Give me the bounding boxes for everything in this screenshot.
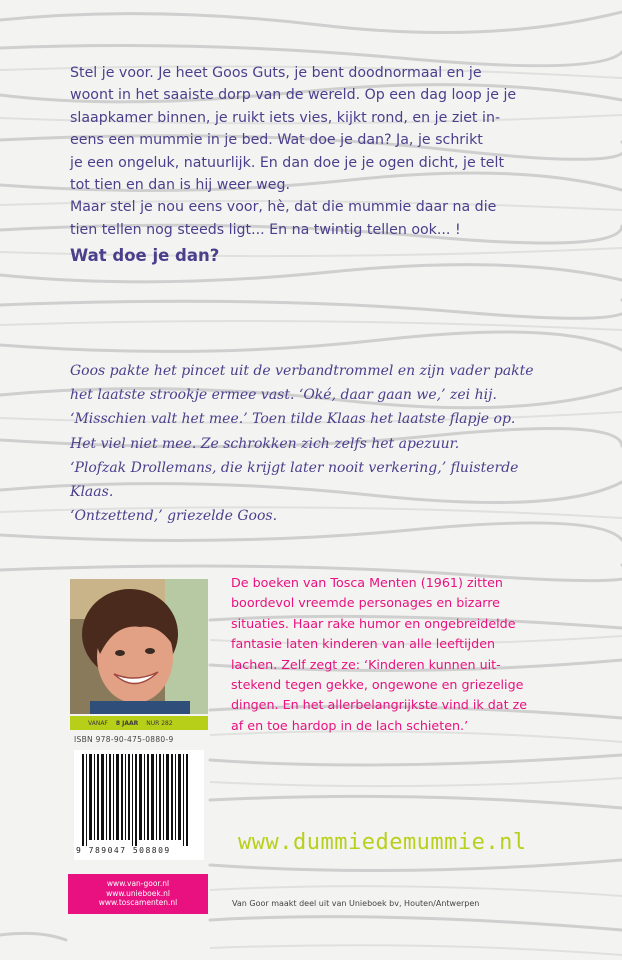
- age-indicator: [70, 716, 208, 730]
- isbn-number: ISBN 978-90-475-0880-9: [74, 735, 174, 744]
- website-link[interactable]: www.unieboek.nl: [106, 888, 170, 898]
- barcode: [74, 750, 204, 860]
- bio-line: boordevol vreemde personages en bizarre: [231, 595, 500, 611]
- blurb-line: slaapkamer binnen, je ruikt iets vies, kijkt rond, en je ziet in-: [70, 109, 501, 126]
- excerpt-line: het laatste strookje ermee vast. ‘Oké, daar gaan we,’ zei hij.: [70, 387, 497, 404]
- age-label-vanaf: VANAF: [88, 719, 108, 727]
- blurb-line: eens een mummie in je bed. Wat doe je dan? Ja, je schrikt: [70, 132, 483, 149]
- book-website-url[interactable]: www.dummiedemummie.nl: [238, 830, 527, 855]
- author-bio: [231, 573, 591, 736]
- blurb-line: tien tellen nog steeds ligt... En na twintig tellen ook... !: [70, 221, 461, 238]
- bio-line: situaties. Haar rake humor en ongebreidelde: [231, 615, 516, 631]
- blurb-line: Maar stel je nou eens voor, hè, dat die mummie daar na die: [70, 199, 497, 216]
- blurb-line: je een ongeluk, natuurlijk. En dan doe je je ogen dicht, je telt: [70, 154, 505, 171]
- excerpt-line: ‘Misschien valt het mee.’ Toen tilde Klaas het laatste flapje op.: [70, 411, 516, 428]
- author-photo: [70, 579, 208, 714]
- blurb-line: woont in het saaiste dorp van de wereld. Op een dag loop je je: [70, 87, 517, 104]
- blurb-line: tot tien en dan is hij weer weg.: [70, 177, 290, 194]
- book-excerpt: [70, 359, 590, 528]
- publisher-footer: Van Goor maakt deel uit van Unieboek bv, Houten/Antwerpen: [232, 899, 480, 908]
- excerpt-line: ‘Plofzak Drollemans, die krijgt later nooit verkering,’ fluisterde: [70, 459, 519, 476]
- website-link[interactable]: www.van-goor.nl: [106, 879, 170, 888]
- nur-code: NUR 282: [146, 719, 173, 727]
- age-value: 8 JAAR: [115, 719, 139, 727]
- excerpt-line: Klaas.: [70, 484, 114, 501]
- bio-line: af en toe hardop in de lach schieten.’: [231, 717, 469, 733]
- bio-line: stekend tegen gekke, ongewone en griezelige: [231, 677, 524, 693]
- excerpt-line: ‘Ontzettend,’ griezelde Goos.: [70, 508, 278, 525]
- excerpt-line: Het viel niet mee. Ze schrokken zich zelfs het apezuur.: [70, 435, 460, 452]
- barcode-digits: 9 789047 508809: [76, 846, 171, 855]
- blurb-line: Stel je voor. Je heet Goos Guts, je bent doodnormaal en je: [70, 65, 482, 81]
- website-link[interactable]: www.toscamenten.nl: [98, 898, 178, 907]
- bio-line: fantasie laten kinderen van alle leeftijden: [231, 636, 496, 652]
- bio-line: De boeken van Tosca Menten (1961) zitten: [231, 575, 503, 590]
- bio-line: lachen. Zelf zegt ze: ‘Kinderen kunnen uit-: [231, 656, 501, 672]
- excerpt-line: Goos pakte het pincet uit de verbandtrommel en zijn vader pakte: [70, 363, 534, 379]
- bio-line: dingen. En het allerbelangrijkste vind ik dat ze: [231, 697, 528, 713]
- publisher-websites: [68, 874, 208, 914]
- back-cover-blurb: [70, 62, 580, 268]
- blurb-hook: Wat doe je dan?: [70, 246, 220, 266]
